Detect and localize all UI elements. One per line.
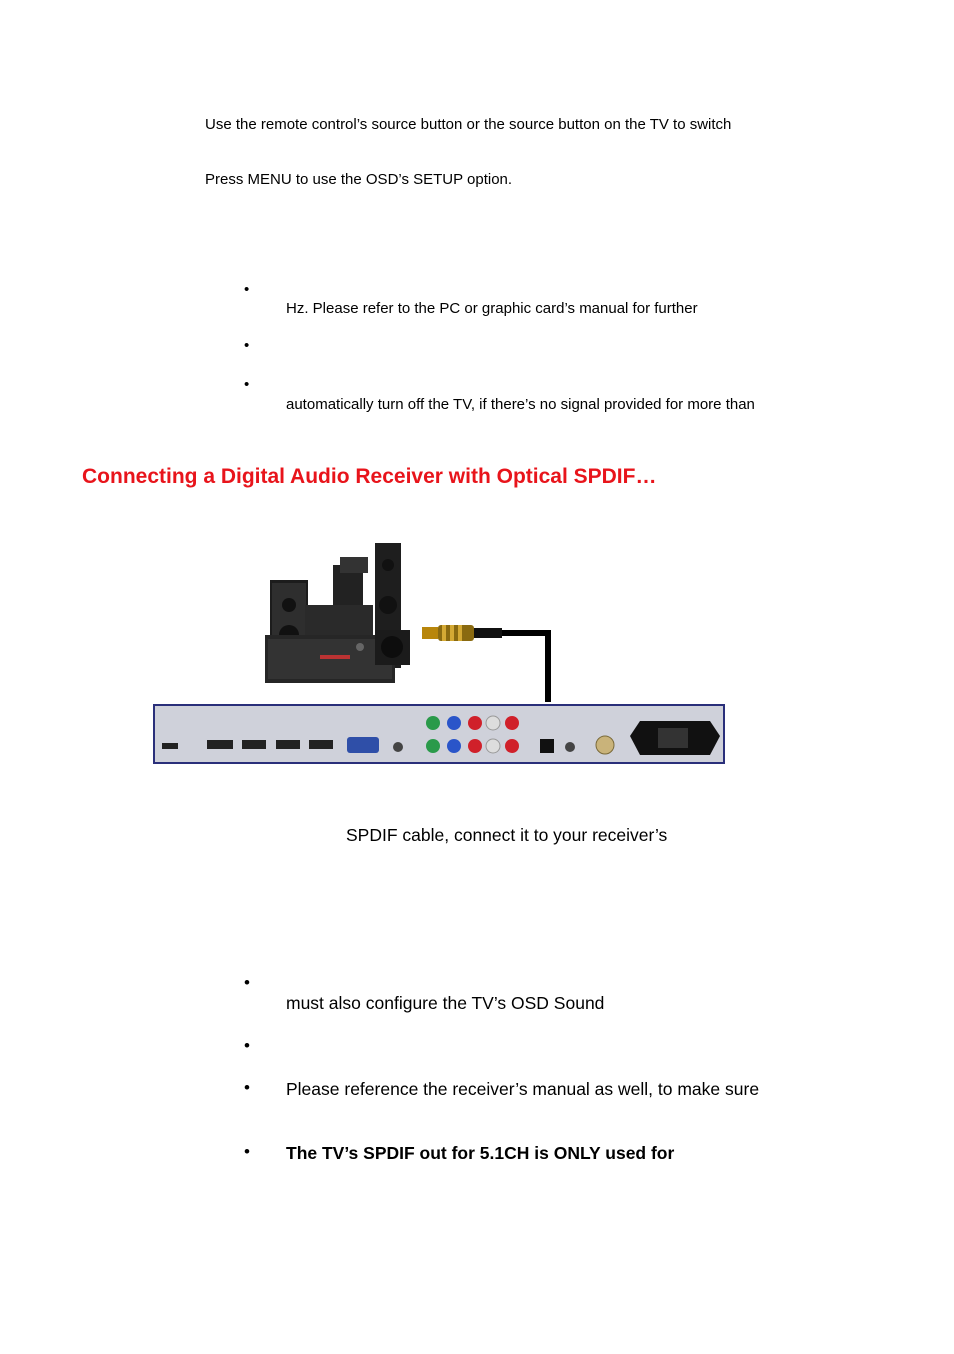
optical-cable-image: [422, 625, 548, 702]
bullet-4: •: [244, 973, 250, 992]
pc-note-line: Hz. Please refer to the PC or graphic card’s manual for further: [286, 300, 698, 317]
spdif-connection-diagram: [150, 535, 730, 770]
bullet-3: •: [244, 376, 250, 393]
osd-sound-note: must also configure the TV’s OSD Sound: [286, 993, 605, 1013]
bullet-6: •: [244, 1078, 250, 1097]
bullet-2: •: [244, 337, 250, 354]
tv-rear-panel-image: [154, 705, 724, 763]
home-theater-system-image: [265, 543, 410, 683]
bullet-5: •: [244, 1036, 250, 1055]
pc-note-line-auto-off: automatically turn off the TV, if there’s no signal provided for more than: [286, 396, 755, 413]
instruction-source-text: Use the remote control’s source button or the source button on the TV to switch: [205, 116, 732, 133]
receiver-manual-note: Please reference the receiver’s manual as well, to make sure: [286, 1079, 760, 1099]
spdif-connect-text: SPDIF cable, connect it to your receiver’s: [346, 825, 668, 845]
bullet-7: •: [244, 1142, 250, 1161]
instruction-menu-text: Press MENU to use the OSD’s SETUP option.: [205, 171, 513, 188]
spdif-51ch-note: The TV’s SPDIF out for 5.1CH is ONLY used for: [286, 1143, 675, 1163]
section-heading: Connecting a Digital Audio Receiver with Optical SPDIF…: [82, 465, 657, 488]
bullet-1: •: [244, 281, 250, 298]
